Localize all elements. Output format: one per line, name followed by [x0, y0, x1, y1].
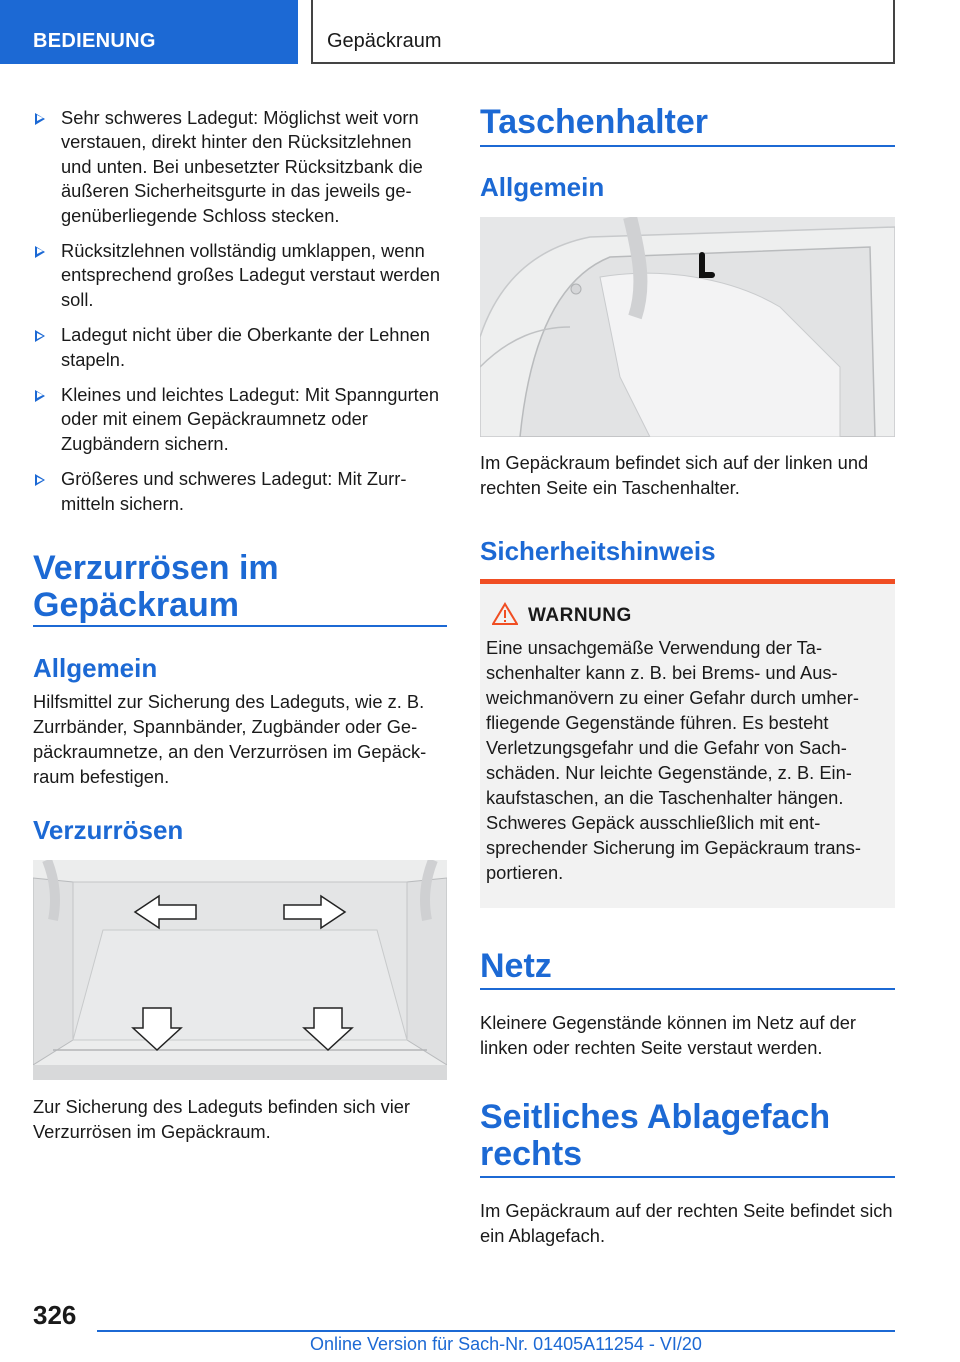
general-text-left: Hilfsmittel zur Sicherung des Ladeguts, wie z. B. Zurrbänder, Spannbänder, Zugbänder oder Gepäckraumnetze, an den Verzurrösen im Gepäckraum befestigen.: [33, 691, 427, 787]
list-item: Kleines und leichtes Ladegut: Mit Spanngurten oder mit einem Gepäckraumnetz oder Zugbändern sichern.: [33, 383, 447, 456]
subheading-general-right: Allgemein: [480, 172, 605, 202]
subheading-safety: Sicherheitshinweis: [480, 536, 716, 566]
bullet-triangle-icon: [35, 330, 45, 342]
heading-rule: [33, 625, 447, 627]
list-item: Ladegut nicht über die Oberkante der Lehnen stapeln.: [33, 323, 447, 372]
heading-bag-hook: Taschenhalter: [480, 103, 709, 141]
side-tray-text: Im Gepäckraum auf der rechten Seite befindet sich ein Ablagefach.: [480, 1200, 893, 1246]
warning-bar: [480, 579, 895, 584]
footer-version-text: Online Version für Sach-Nr. 01405A11254 - VI/20: [310, 1334, 702, 1354]
bullet-triangle-icon: [35, 246, 45, 258]
bullet-triangle-icon: [35, 113, 45, 125]
loading-tips-list: [33, 106, 447, 527]
bullet-triangle-icon: [35, 390, 45, 402]
net-text: Kleinere Gegenstände können im Netz auf der linken oder rechten Seite verstaut werden.: [480, 1012, 857, 1058]
subheading-lashing-eyes: Verzurrösen: [33, 815, 184, 845]
heading-lashing-eyes: Verzurrösen im Gepäckraum: [33, 549, 279, 624]
warning-text: Eine unsachgemäße Verwendung der Taschenhalter kann z. B. bei Brems- und Ausweichmanövern zu einer Gefahr durch umherfliegende Gegenstände führen. Es besteht Verletzungsgefahr und die Gefahr von Sachschäden. Nur leichte Gegenstände, z. B. Einkaufstaschen, an die Taschenhalter hängen. Schweres Gepäck ausschließlich mit entsprechender Sicherung im Gepäckraum transportieren.: [486, 637, 861, 883]
page-number: 326: [33, 1300, 77, 1330]
warning-box: [480, 579, 895, 908]
warning-triangle-icon: [492, 602, 518, 626]
section-label: BEDIENUNG: [33, 30, 156, 52]
subheading-general-left: Allgemein: [33, 653, 158, 683]
heading-rule: [480, 988, 895, 990]
warning-title: WARNUNG: [528, 605, 632, 626]
list-item: Rücksitzlehnen vollständig umklappen, wenn entsprechend großes Ladegut verstaut werden soll.: [33, 239, 447, 312]
list-item: Größeres und schweres Ladegut: Mit Zurrmitteln sichern.: [33, 467, 447, 516]
trunk-lashing-eyes-illustration: [33, 860, 447, 1080]
heading-rule: [480, 1176, 895, 1178]
bullet-triangle-icon: [35, 474, 45, 486]
section-tab: [0, 0, 298, 64]
list-item: Sehr schweres Ladegut: Möglichst weit vorn verstauen, direkt hinter den Rücksitzlehnen und unten. Bei unbesetzter Rücksitzbank die äußeren Sicherheitsgurte in das jeweils gegenüberliegende Schloss stecken.: [33, 106, 447, 228]
bag-hook-illustration: [480, 217, 895, 437]
footer-rule: [97, 1330, 895, 1332]
lashing-eyes-text: Zur Sicherung des Ladeguts befinden sich vier Verzurrösen im Gepäckraum.: [33, 1096, 411, 1142]
heading-net: Netz: [480, 947, 552, 985]
heading-rule: [480, 145, 895, 147]
heading-side-tray: Seitliches Ablagefach rechts: [480, 1098, 831, 1173]
chapter-header: [311, 0, 895, 64]
bag-hook-text: Im Gepäckraum befindet sich auf der linken und rechten Seite ein Taschenhalter.: [480, 452, 869, 498]
chapter-label: Gepäckraum: [327, 30, 442, 52]
